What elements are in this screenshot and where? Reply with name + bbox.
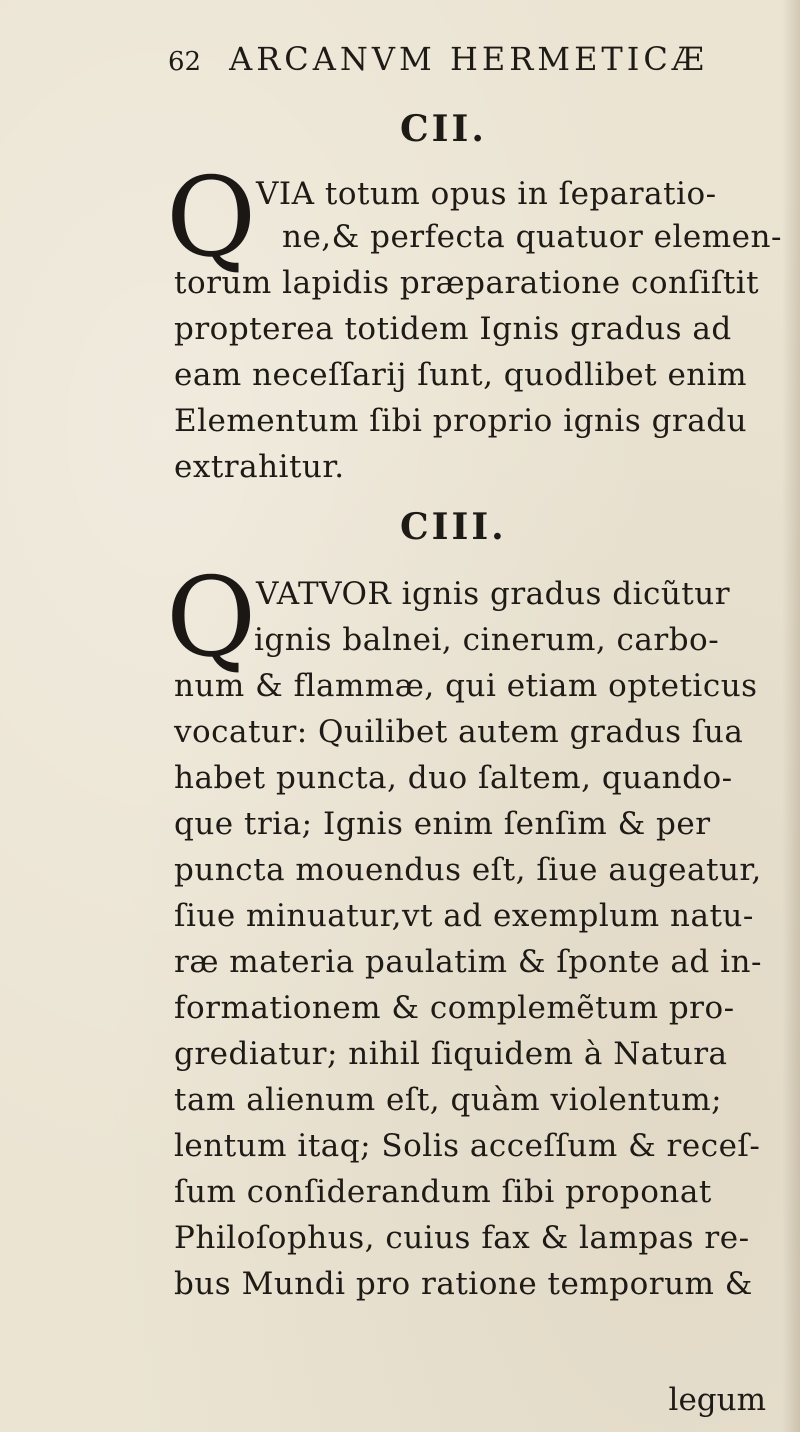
section-2-line-12: tam alienum eſt, quàm violentum; — [174, 1082, 723, 1118]
section-2-line-7: puncta mouendus eſt, ſiue augeatur, — [174, 852, 762, 888]
section-2-line-1: VATVOR ignis gradus dicũtur — [256, 576, 731, 612]
section-1-line-6: Elementum ſibi proprio ignis gradu — [174, 403, 748, 439]
section-2-line-2: ignis balnei, cinerum, carbo- — [254, 622, 720, 658]
section-2-line-15: Philoſophus, cuius fax & lampas re- — [174, 1220, 750, 1256]
section-2-line-8: ſiue minuatur,vt ad exemplum natu- — [174, 898, 754, 934]
page-header — [168, 40, 728, 90]
catchword: legum — [668, 1382, 766, 1418]
section-2-line-5: habet puncta, duo ſaltem, quando- — [174, 760, 733, 796]
section-1-line-2: ne,& perfecta quatuor elemen- — [282, 219, 782, 255]
section-2-line-11: grediatur; nihil ſiquidem à Natura — [174, 1036, 728, 1072]
section-title-cii: CII. — [400, 108, 487, 150]
dropcap-q-section-1: Q — [166, 153, 257, 281]
section-2-line-16: bus Mundi pro ratione temporum & — [174, 1266, 753, 1302]
section-2-line-10: formationem & complemẽtum pro- — [174, 990, 735, 1026]
page-edge-shadow — [782, 0, 800, 1432]
section-2-line-3: num & flammæ, qui etiam opteticus — [174, 668, 758, 704]
section-2-line-14: ſum conſiderandum ſibi proponat — [174, 1174, 712, 1210]
section-1-line-5: eam neceſſarij ſunt, quodlibet enim — [174, 357, 748, 393]
section-2-line-6: que tria; Ignis enim ſenſim & per — [174, 806, 711, 842]
section-2-line-4: vocatur: Quilibet autem gradus ſua — [174, 714, 744, 750]
section-1-line-1: VIA totum opus in ſeparatio- — [256, 176, 717, 212]
section-2-line-13: lentum itaq; Solis acceſſum & receſ- — [174, 1128, 761, 1164]
section-title-ciii: CIII. — [400, 506, 507, 548]
dropcap-q-section-2: Q — [166, 553, 257, 681]
section-2-line-9: ræ materia paulatim & ſponte ad in- — [174, 944, 762, 980]
page-number: 62 — [168, 47, 202, 77]
section-1-line-3: torum lapidis præparatione conſiſtit — [174, 265, 760, 301]
running-head: ARCANVM HERMETICÆ — [229, 40, 708, 78]
section-1-line-4: propterea totidem Ignis gradus ad — [174, 311, 732, 347]
section-1-line-7: extrahitur. — [174, 449, 345, 485]
